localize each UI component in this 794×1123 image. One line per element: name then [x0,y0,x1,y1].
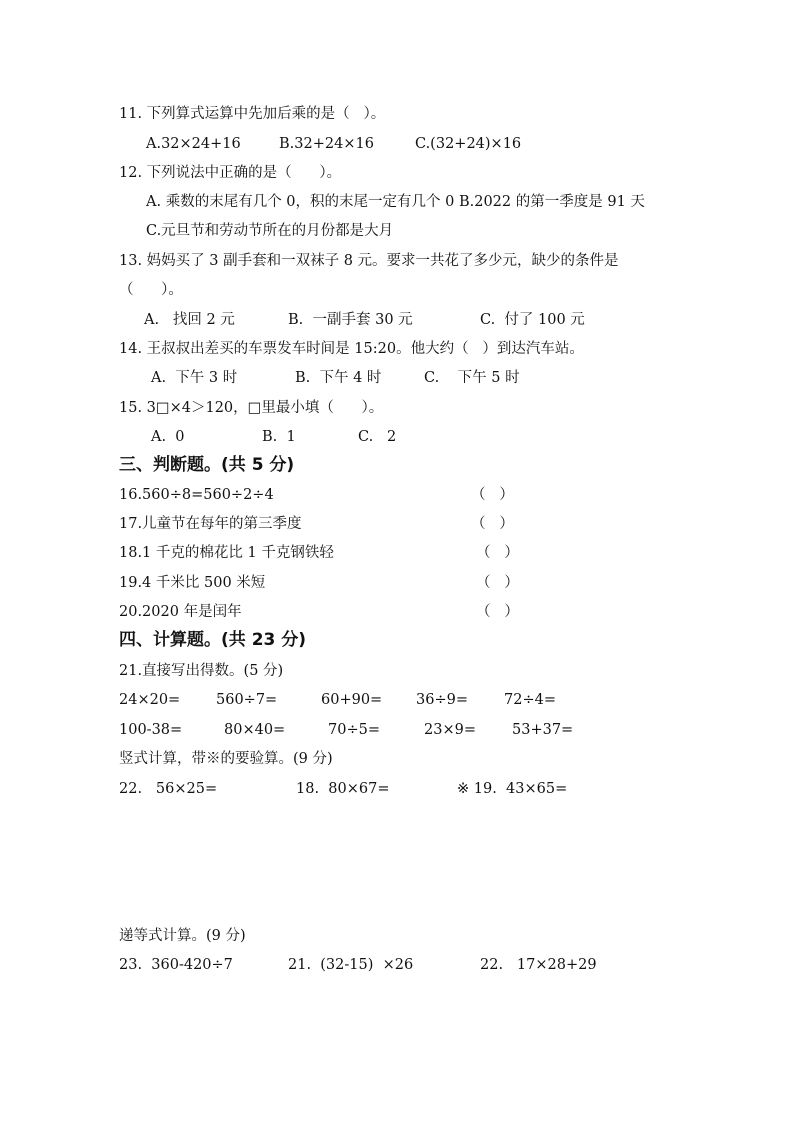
judge-item-17: 17.儿童节在每年的第三季度 [119,516,302,532]
question-13-option-c: C. 付了 100 元 [480,312,585,328]
stepwise-calc-3: 22. 17×28+29 [480,957,597,973]
question-12-stem: 12. 下列说法中正确的是（ ）。 [119,165,342,181]
question-14-option-b: B. 下午 4 时 [295,370,382,386]
question-15-stem: 15. 3□×4＞120，□里最小填（ ）。 [119,400,384,416]
oral-calc-9: 23×9= [424,722,476,738]
oral-calc-3: 60+90= [321,692,383,708]
question-15-option-a: A. 0 [151,429,185,445]
stepwise-calc-1: 23. 360-420÷7 [119,957,233,973]
vertical-calc-2: 18. 80×67= [296,781,390,797]
vertical-calc-1: 22. 56×25= [119,781,218,797]
question-15-option-b: B. 1 [262,429,296,445]
question-21-title: 21.直接写出得数。(5 分) [119,663,284,679]
judge-item-16: 16.560÷8=560÷2÷4 [119,487,274,503]
question-12-option-c: C.元旦节和劳动节所在的月份都是大月 [146,223,394,239]
question-13-paren: （ ）。 [119,282,183,298]
question-11-option-b: B.32+24×16 [279,136,374,152]
question-14-option-c: C. 下午 5 时 [424,370,520,386]
stepwise-calc-2: 21. (32-15) ×26 [288,957,414,973]
oral-calc-2: 560÷7= [216,692,278,708]
question-13-option-b: B. 一副手套 30 元 [288,312,413,328]
judge-item-17-paren: （ ） [471,516,514,532]
vertical-calc-title: 竖式计算，带※的要验算。(9 分) [119,751,333,767]
question-11-stem: 11. 下列算式运算中先加后乘的是（ ）。 [119,106,386,122]
question-13-option-a: A. 找回 2 元 [144,312,235,328]
question-11-option-a: A.32×24+16 [146,136,241,152]
judge-item-18-paren: （ ） [476,545,519,561]
judge-item-16-paren: （ ） [471,487,514,503]
section-judge-title: 三、判断题。(共 5 分) [119,455,295,475]
question-14-option-a: A. 下午 3 时 [151,370,238,386]
question-13-stem: 13. 妈妈买了 3 副手套和一双袜子 8 元。要求一共花了多少元，缺少的条件是 [119,253,619,269]
judge-item-20: 20.2020 年是闰年 [119,604,242,620]
oral-calc-7: 80×40= [224,722,286,738]
judge-item-20-paren: （ ） [476,604,519,620]
oral-calc-8: 70÷5= [328,722,380,738]
question-14-stem: 14. 王叔叔出差买的车票发车时间是 15:20。他大约（ ）到达汽车站。 [119,341,584,357]
judge-item-18: 18.1 千克的棉花比 1 千克钢铁轻 [119,545,334,561]
oral-calc-5: 72÷4= [504,692,556,708]
judge-item-19: 19.4 千米比 500 米短 [119,575,266,591]
oral-calc-6: 100-38= [119,722,183,738]
vertical-calc-3: ※ 19. 43×65= [457,781,568,797]
question-11-option-c: C.(32+24)×16 [415,136,522,152]
question-12-options-ab: A. 乘数的末尾有几个 0，积的末尾一定有几个 0 B.2022 的第一季度是 91 天 [146,194,645,210]
oral-calc-4: 36÷9= [416,692,468,708]
stepwise-calc-title: 递等式计算。(9 分) [119,928,246,944]
section-calc-title: 四、计算题。(共 23 分) [119,630,307,650]
oral-calc-1: 24×20= [119,692,181,708]
question-15-option-c: C. 2 [358,429,397,445]
oral-calc-10: 53+37= [512,722,574,738]
judge-item-19-paren: （ ） [476,575,519,591]
